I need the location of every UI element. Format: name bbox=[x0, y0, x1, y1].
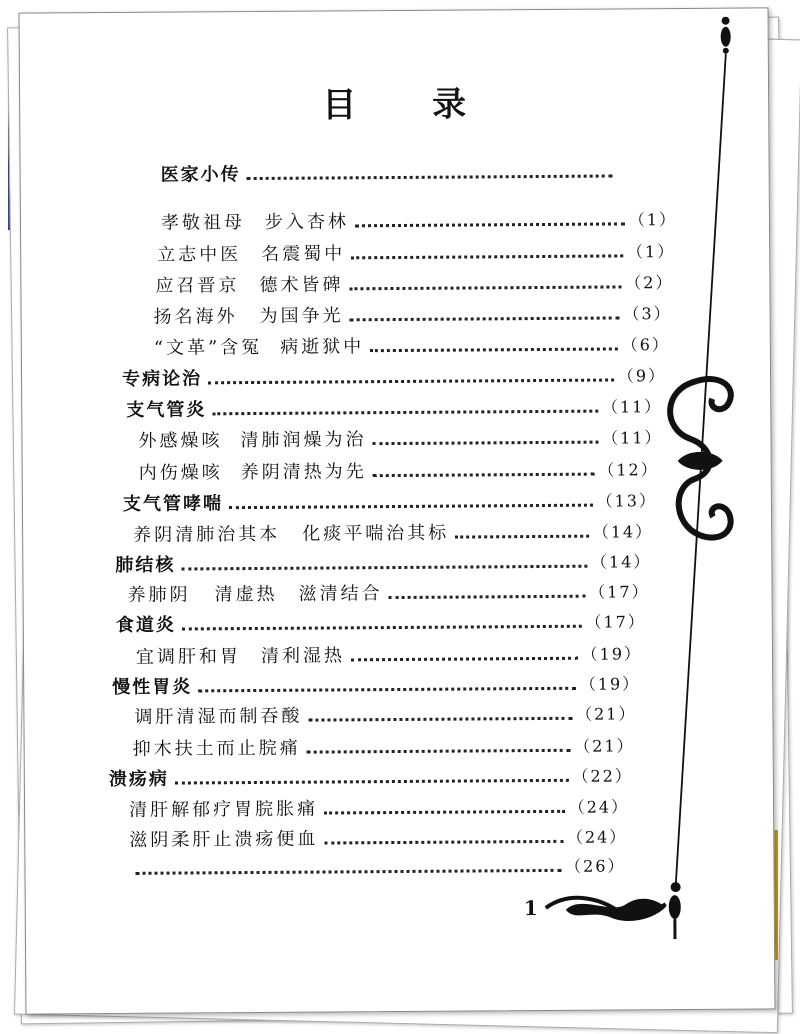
toc-entry[interactable] bbox=[123, 486, 657, 516]
toc-entry[interactable] bbox=[133, 517, 653, 547]
toc-leader-dots bbox=[324, 810, 565, 815]
toc-entry-subtitle: 清肺润燥为治 bbox=[240, 429, 367, 452]
toc-entry-page: （11） bbox=[602, 428, 663, 448]
toc-leader-dots bbox=[208, 378, 614, 384]
toc-leader-dots bbox=[247, 174, 613, 180]
toc-entry-title: 扬名海外 bbox=[153, 306, 238, 328]
toc-entry[interactable] bbox=[126, 392, 662, 422]
toc-leader-dots bbox=[455, 535, 589, 539]
toc-entry-title: 医家小传 bbox=[160, 164, 241, 186]
toc-entry[interactable] bbox=[112, 669, 640, 699]
toc-entry[interactable] bbox=[127, 577, 649, 607]
toc-entry[interactable] bbox=[161, 205, 677, 235]
toc-leader-dots bbox=[370, 347, 617, 352]
toc-entry-page: （17） bbox=[585, 612, 646, 632]
toc-entry-title: 应召晋京 bbox=[155, 275, 240, 297]
toc-entry[interactable] bbox=[115, 547, 651, 577]
toc-entry-title: 溃疡病 bbox=[108, 768, 169, 791]
toc-leader-dots bbox=[198, 687, 576, 693]
toc-entry-page: （21） bbox=[574, 736, 635, 756]
toc-entry-page: （19） bbox=[579, 674, 641, 694]
toc-entry[interactable] bbox=[129, 853, 625, 879]
toc-entry-page: （1） bbox=[626, 242, 676, 262]
toc-entry-page: （24） bbox=[568, 797, 630, 817]
toc-leader-dots bbox=[373, 473, 595, 478]
toc-entry[interactable] bbox=[109, 761, 633, 791]
toc-entry-subtitle: 为国争光 bbox=[259, 305, 344, 327]
toc-entry-title: 宜调肝和胃 bbox=[135, 646, 242, 668]
toc-leader-dots bbox=[355, 222, 625, 227]
toc-entry-subtitle: 步入杏林 bbox=[264, 211, 350, 233]
toc-entry-subtitle: 名震蜀中 bbox=[261, 243, 346, 265]
toc-leader-dots bbox=[389, 595, 586, 599]
toc-entry[interactable] bbox=[122, 361, 666, 391]
toc-entry-title: 抑木扶土而止脘痛 bbox=[132, 737, 301, 760]
toc-entry-title: 外感燥咳 bbox=[138, 430, 223, 452]
toc-entry-title: 支气管哮喘 bbox=[122, 493, 224, 515]
toc-entry-page: （13） bbox=[596, 491, 658, 511]
toc-entry-page: （22） bbox=[572, 766, 633, 786]
toc-leader-dots bbox=[324, 840, 563, 845]
toc-leader-dots bbox=[229, 504, 593, 510]
toc-entry-page: （24） bbox=[566, 827, 628, 847]
toc-entry[interactable] bbox=[129, 822, 627, 851]
toc-entry-title: 内伤燥咳 bbox=[138, 462, 223, 484]
toc-entry-page: （1） bbox=[628, 210, 678, 230]
toc-entry-subtitle: 养阴清热为先 bbox=[240, 461, 367, 484]
toc-entry[interactable] bbox=[155, 268, 673, 298]
toc-entry[interactable] bbox=[134, 699, 636, 729]
toc-entry-page: （3） bbox=[623, 304, 672, 324]
toc-entry-title: 立志中医 bbox=[157, 244, 242, 266]
toc-leader-dots bbox=[351, 254, 623, 259]
toc-entry-subtitle: 病逝狱中 bbox=[280, 336, 365, 358]
page-title: 目 录 bbox=[322, 84, 499, 126]
toc-entry-title: 养肺阴 bbox=[127, 584, 191, 606]
toc-entry[interactable] bbox=[136, 639, 642, 669]
toc-entry-title: “文革”含冤 bbox=[153, 336, 263, 359]
toc-entry-title: 清肝解郁疗胃脘胀痛 bbox=[129, 798, 319, 821]
toc-leader-dots bbox=[307, 749, 571, 754]
toc-entry-title: 孝敬祖母 bbox=[160, 212, 246, 234]
toc-entry-title: 食道炎 bbox=[115, 614, 176, 636]
toc-entry[interactable] bbox=[157, 237, 675, 267]
toc-entry-page: （19） bbox=[581, 644, 643, 664]
toc-entry-title: 滋阴柔肝止溃疡便血 bbox=[129, 828, 319, 851]
toc-leader-dots bbox=[182, 625, 582, 631]
toc-entry-page: （11） bbox=[601, 397, 663, 417]
table-of-contents bbox=[20, 8, 775, 1013]
toc-leader-dots bbox=[175, 779, 569, 785]
toc-entry-page: （2） bbox=[625, 273, 674, 293]
toc-entry[interactable] bbox=[129, 792, 629, 821]
toc-leader-dots bbox=[181, 565, 587, 571]
toc-entry-title: 肺结核 bbox=[115, 554, 176, 576]
toc-leader-dots bbox=[373, 441, 599, 446]
toc-entry-page: （26） bbox=[565, 856, 626, 876]
toc-entry-page: （17） bbox=[589, 582, 650, 602]
toc-entry-title: 专病论治 bbox=[122, 368, 203, 390]
toc-leader-dots bbox=[136, 869, 562, 875]
toc-entry-subtitle: 清虚热 滋清结合 bbox=[214, 583, 383, 606]
toc-entry-title: 养阴清肺治其本 bbox=[133, 523, 281, 546]
toc-entry[interactable] bbox=[116, 607, 646, 637]
toc-entry-subtitle: 德术皆碑 bbox=[259, 274, 344, 296]
toc-entry[interactable] bbox=[133, 731, 635, 761]
toc-entry[interactable] bbox=[154, 330, 670, 360]
toc-entry[interactable] bbox=[154, 299, 672, 329]
toc-page bbox=[19, 7, 776, 1014]
toc-entry-title: 支气管炎 bbox=[126, 399, 207, 421]
toc-entry[interactable] bbox=[161, 157, 617, 186]
toc-leader-dots bbox=[350, 316, 620, 321]
toc-entry[interactable] bbox=[138, 423, 662, 453]
toc-leader-dots bbox=[212, 410, 598, 416]
toc-leader-dots bbox=[308, 717, 572, 722]
toc-entry-title: 慢性胃炎 bbox=[112, 676, 193, 698]
toc-leader-dots bbox=[351, 657, 578, 662]
toc-entry-subtitle: 化痰平喘治其标 bbox=[302, 522, 450, 545]
page-number: 1 bbox=[523, 896, 538, 921]
toc-entry-page: （9） bbox=[617, 366, 667, 386]
toc-leader-dots bbox=[349, 285, 621, 290]
toc-entry-page: （12） bbox=[598, 460, 659, 480]
toc-entry-title: 调肝清湿而制吞酸 bbox=[134, 705, 303, 728]
toc-entry-subtitle: 清利湿热 bbox=[260, 645, 346, 667]
toc-entry[interactable] bbox=[139, 455, 659, 485]
toc-entry-page: （21） bbox=[575, 704, 637, 724]
toc-entry-page: （14） bbox=[590, 552, 652, 572]
toc-entry-page: （14） bbox=[592, 522, 654, 542]
toc-entry-page: （6） bbox=[621, 335, 670, 355]
